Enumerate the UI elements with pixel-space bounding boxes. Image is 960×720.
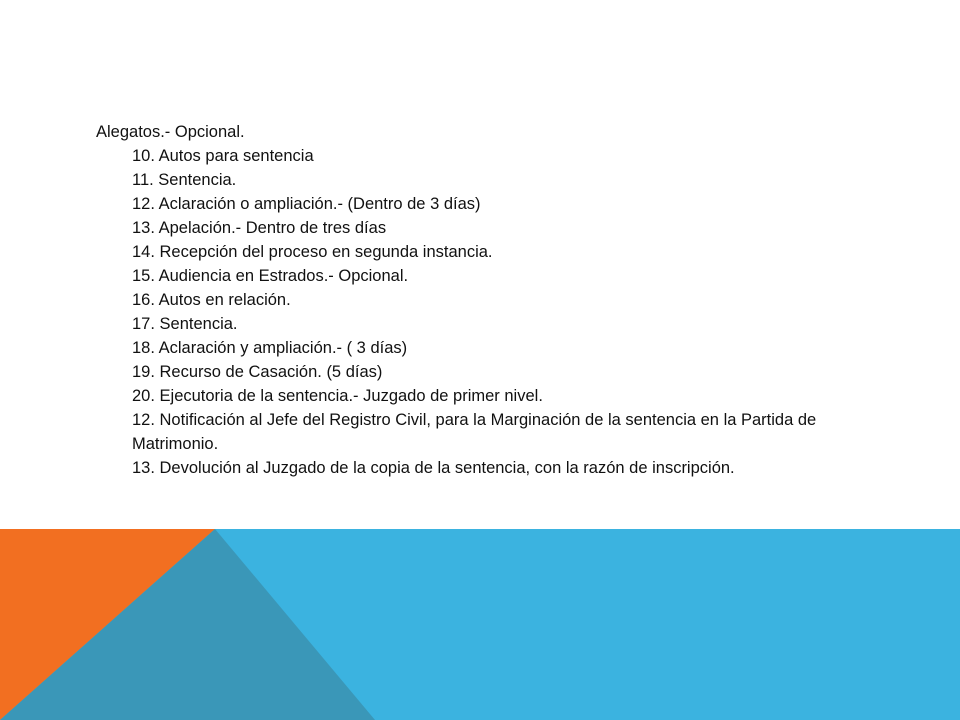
- list-item: 17. Sentencia.: [132, 315, 238, 333]
- slide-text-body: [96, 120, 876, 480]
- heading-line: Alegatos.- Opcional.: [96, 123, 245, 141]
- list-item: 10. Autos para sentencia: [132, 147, 314, 165]
- list-item: 13. Apelación.- Dentro de tres días: [132, 219, 387, 237]
- list-item: 14. Recepción del proceso en segunda instancia.: [132, 243, 493, 261]
- list-item: 16. Autos en relación.: [132, 291, 291, 309]
- list-item: 13. Devolución al Juzgado de la copia de la sentencia, con la razón de inscripción.: [132, 459, 735, 477]
- list-item: 18. Aclaración y ampliación.- ( 3 días): [132, 339, 408, 357]
- list-item: 12. Notificación al Jefe del Registro Civil, para la Marginación de la sentencia en la Partida de Matrimonio.: [132, 411, 817, 453]
- list-item: 20. Ejecutoria de la sentencia.- Juzgado de primer nivel.: [132, 387, 543, 405]
- list-item: 15. Audiencia en Estrados.- Opcional.: [132, 267, 409, 285]
- decorative-footer-band: [0, 529, 960, 720]
- list-item: 12. Aclaración o ampliación.- (Dentro de 3 días): [132, 195, 481, 213]
- list-item: 19. Recurso de Casación. (5 días): [132, 363, 383, 381]
- list-item: 11. Sentencia.: [132, 171, 237, 189]
